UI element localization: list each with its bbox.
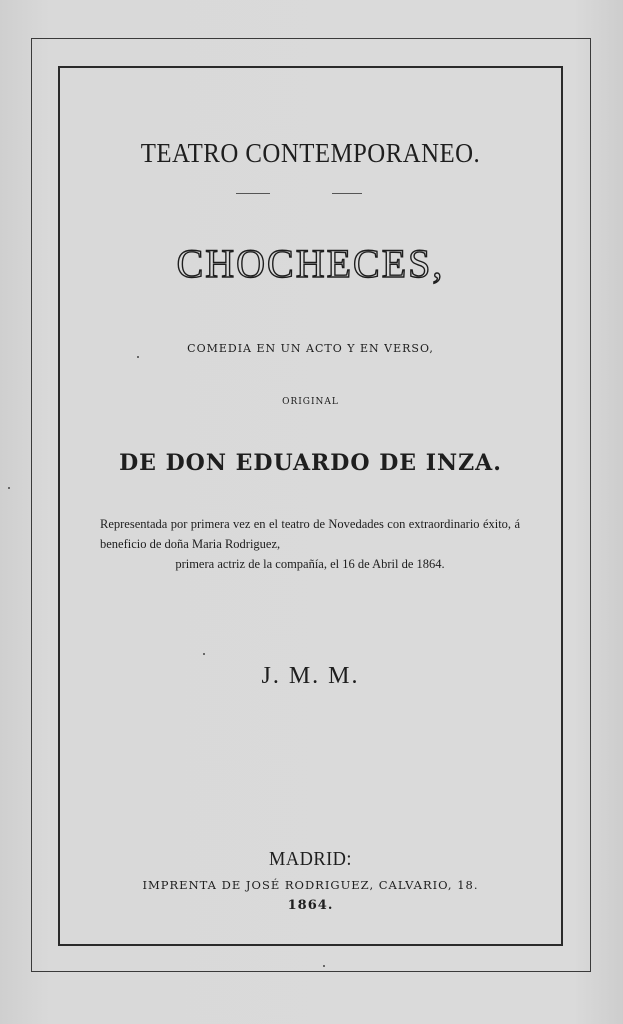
print-speck bbox=[137, 356, 139, 358]
imprint-city: MADRID: bbox=[269, 848, 352, 870]
imprint-year: 1864. bbox=[287, 898, 334, 913]
work-title-text: CHOCHECES, bbox=[176, 241, 445, 286]
imprint-printer: IMPRENTA DE JOSÉ RODRIGUEZ, CALVARIO, 18. bbox=[142, 878, 479, 892]
editor-initials: J. M. M. bbox=[261, 663, 360, 689]
author-line: DE DON EDUARDO DE INZA. bbox=[119, 450, 502, 476]
ornamental-divider-left bbox=[236, 193, 270, 194]
premiere-line-3: primera actriz de la compañía, el 16 de Abril de 1864. bbox=[175, 557, 445, 571]
premiere-line-2: extraordinario éxito, á beneficio de doña Maria Rodriguez, bbox=[100, 517, 520, 551]
print-speck bbox=[323, 965, 325, 967]
series-title: TEATRO CONTEMPORANEO. bbox=[140, 138, 481, 168]
print-speck bbox=[8, 487, 10, 489]
ornamental-divider-right bbox=[332, 193, 362, 194]
print-speck bbox=[203, 653, 205, 655]
work-title bbox=[58, 240, 563, 287]
genre-subtitle: COMEDIA EN UN ACTO Y EN VERSO, bbox=[187, 342, 434, 355]
premiere-note bbox=[100, 514, 520, 574]
premiere-line-1: Representada por primera vez en el teatro de Novedades con bbox=[100, 517, 406, 531]
inner-frame-border bbox=[58, 66, 563, 946]
original-label: ORIGINAL bbox=[282, 397, 339, 407]
